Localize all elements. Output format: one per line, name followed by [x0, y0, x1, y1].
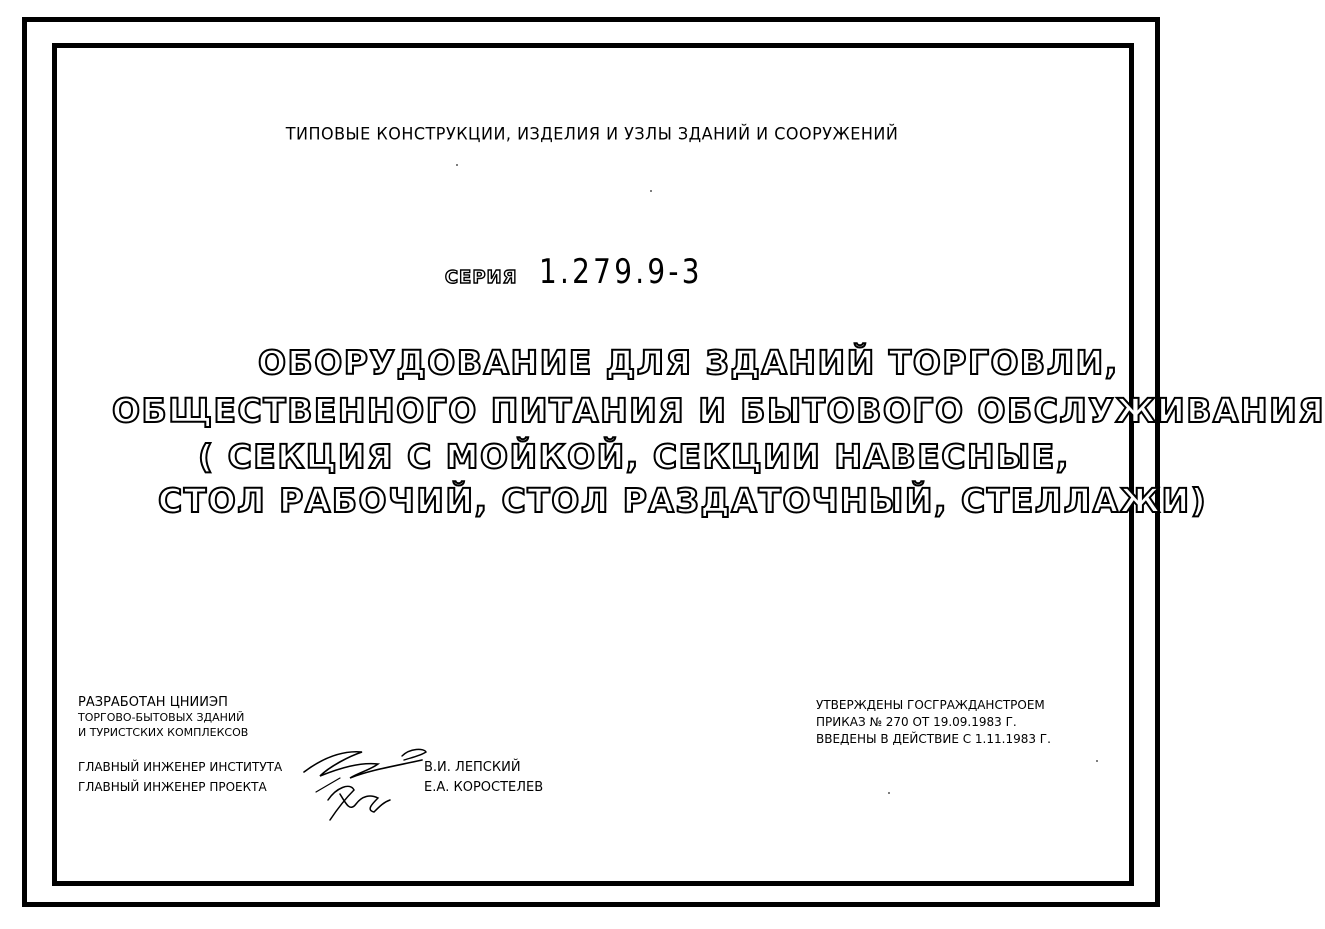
signatory-role: ГЛАВНЫЙ ИНЖЕНЕР ИНСТИТУТА [78, 760, 283, 774]
speck [650, 190, 652, 192]
series-label: СЕРИЯ [444, 267, 518, 288]
effective-date: ВВЕДЕНЫ В ДЕЙСТВИЕ С 1.11.1983 Г. [816, 732, 1051, 746]
signatory-name: В.И. ЛЕПСКИЙ [424, 760, 521, 775]
category-heading: ТИПОВЫЕ КОНСТРУКЦИИ, ИЗДЕЛИЯ И УЗЛЫ ЗДАНИЙ И СООРУЖЕНИЙ [285, 123, 899, 144]
developer-line-1: РАЗРАБОТАН ЦНИИЭП [78, 695, 228, 710]
approved-by: УТВЕРЖДЕНЫ ГОСГРАЖДАНСТРОЕМ [816, 698, 1045, 712]
handwritten-signature-icon [300, 742, 430, 832]
title-line-1: ОБОРУДОВАНИЕ ДЛЯ ЗДАНИЙ ТОРГОВЛИ, [258, 343, 1119, 382]
speck [1096, 760, 1098, 762]
approval-block [816, 697, 1051, 748]
developer-line-2: ТОРГОВО-БЫТОВЫХ ЗДАНИЙ [78, 711, 245, 724]
approval-order: ПРИКАЗ № 270 ОТ 19.09.1983 Г. [816, 715, 1017, 729]
title-line-2: ОБЩЕСТВЕННОГО ПИТАНИЯ И БЫТОВОГО ОБСЛУЖИВАНИЯ [112, 391, 1325, 430]
developer-line-3: И ТУРИСТСКИХ КОМПЛЕКСОВ [78, 726, 249, 739]
speck [888, 792, 890, 794]
signatory-role: ГЛАВНЫЙ ИНЖЕНЕР ПРОЕКТА [78, 780, 267, 794]
title-line-4: СТОЛ РАБОЧИЙ, СТОЛ РАЗДАТОЧНЫЙ, СТЕЛЛАЖИ) [158, 481, 1208, 520]
series-row [0, 252, 1184, 292]
series-number: 1.279.9-3 [539, 252, 704, 292]
title-line-3: ( СЕКЦИЯ С МОЙКОЙ, СЕКЦИИ НАВЕСНЫЕ, [198, 437, 1070, 476]
developer-block [78, 695, 248, 740]
speck [456, 164, 458, 166]
signatory-name: Е.А. КОРОСТЕЛЕВ [424, 780, 544, 795]
